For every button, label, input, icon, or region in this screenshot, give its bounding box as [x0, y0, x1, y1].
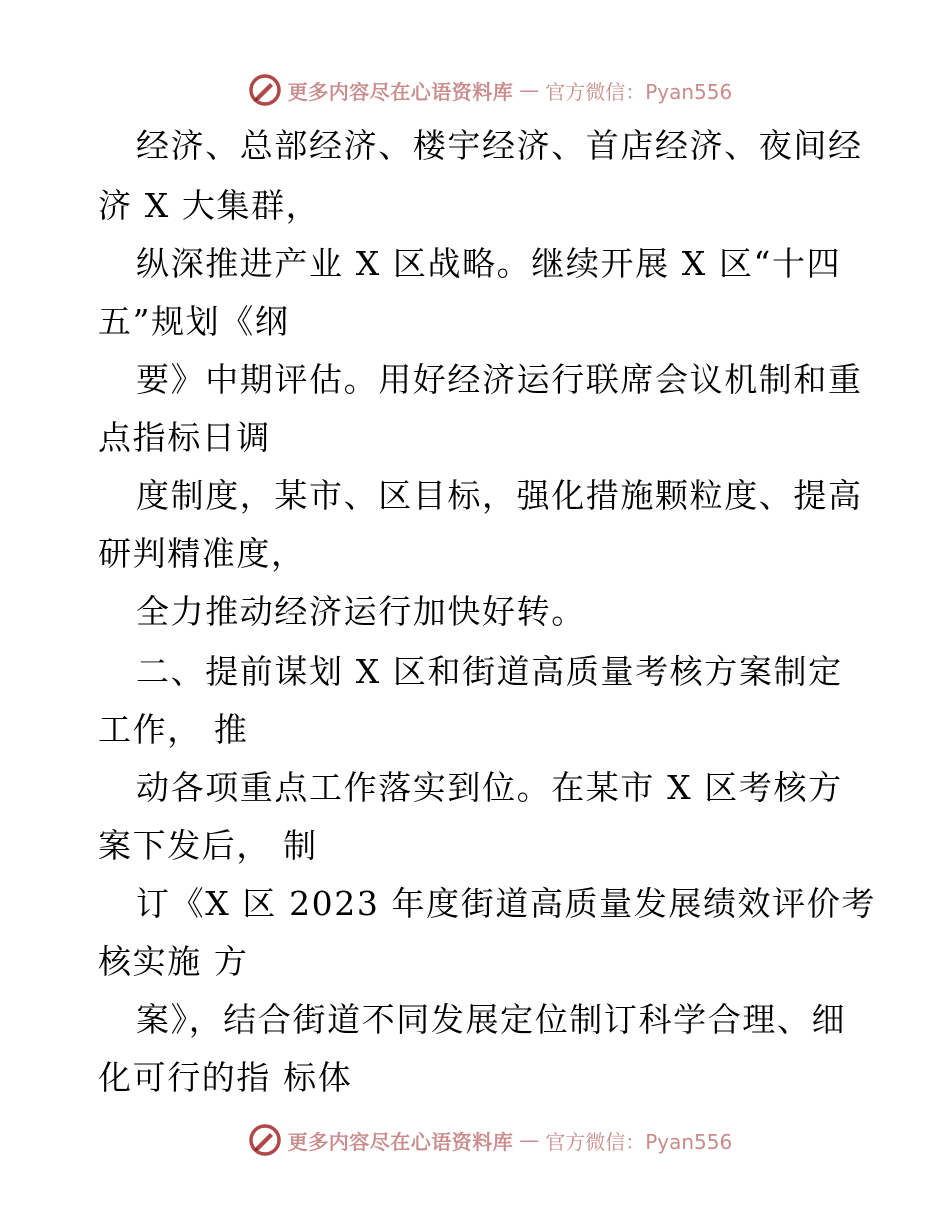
body-line: 案下发后， 制 [98, 826, 318, 865]
body-line: 核实施 方 [98, 942, 249, 981]
header-dash: — [519, 78, 540, 102]
body-line: 化可行的指 标体 [98, 1058, 353, 1097]
body-line: 工作， 推 [98, 710, 249, 749]
body-line: 二、提前谋划 X 区和街道高质量考核方案制定 [136, 652, 843, 691]
header-site-text: 更多内容尽在心语资料库 [287, 79, 514, 104]
footer-banner [0, 1120, 950, 1160]
body-line: 纵深推进产业 X 区战略。继续开展 X 区“十四 [136, 244, 842, 283]
body-line: 全力推动经济运行加快好转。 [136, 592, 586, 631]
footer-site-text: 更多内容尽在心语资料库 [287, 1129, 514, 1154]
body-line: 济 X 大集群， [98, 186, 321, 225]
body-line: 动各项重点工作落实到位。在某市 X 区考核方 [136, 768, 843, 807]
footer-wechat-text: 官方微信：Pyan556 [545, 1129, 733, 1154]
body-line: 度制度，某市、区目标，强化措施颗粒度、提高 [136, 476, 863, 515]
body-line: 订《X 区 2023 年度街道高质量发展绩效评价考 [136, 884, 876, 923]
body-line: 要》中期评估。用好经济运行联席会议机制和重 [136, 360, 863, 399]
pen-in-circle-logo-icon [248, 73, 282, 107]
body-line: 研判精准度， [98, 534, 306, 573]
header-banner [0, 70, 950, 110]
body-line: 案》，结合街道不同发展定位制订科学合理、细 [136, 1000, 847, 1039]
pen-in-circle-logo-icon [248, 1123, 282, 1157]
body-line: 点指标日调 [98, 418, 271, 457]
header-wechat-text: 官方微信：Pyan556 [545, 79, 733, 104]
body-line: 经济、总部经济、楼宇经济、首店经济、夜间经 [136, 126, 863, 165]
footer-dash: — [519, 1128, 540, 1152]
body-line: 五”规划《纲 [98, 302, 290, 341]
